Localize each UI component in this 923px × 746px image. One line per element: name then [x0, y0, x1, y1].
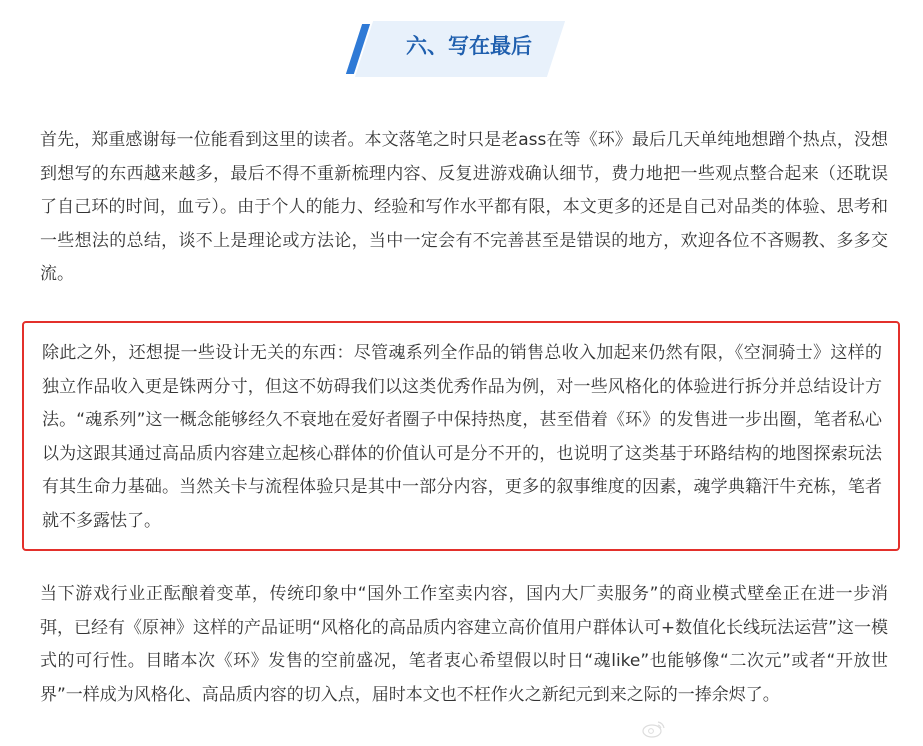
weibo-watermark-icon	[640, 718, 700, 740]
highlighted-paragraph-box	[22, 321, 900, 551]
paragraph-thanks: 首先，郑重感谢每一位能看到这里的读者。本文落笔之时只是老ass在等《环》最后几天单纯地想蹭个热点，没想到想写的东西越来越多，最后不得不重新梳理内容、反复进游戏确认细节，费力地把一些观点整合起来（还耽误了自己环的时间，血亏）。由于个人的能力、经验和写作水平都有限，本文更多的还是自己对品类的体验、思考和一些想法的总结，谈不上是理论或方法论，当中一定会有不完善甚至是错误的地方，欢迎各位不吝赐教、多多交流。	[40, 130, 888, 284]
section-title: 六、写在最后	[406, 34, 532, 58]
section-heading	[350, 18, 570, 78]
paragraph-industry: 当下游戏行业正酝酿着变革，传统印象中“国外工作室卖内容，国内大厂卖服务”的商业模式壁垒正在进一步消弭，已经有《原神》这样的产品证明“风格化的高品质内容建立高价值用户群体认可+数值化长线玩法运营”这一模式的可行性。目睹本次《环》发售的空前盛况，笔者衷心希望假以时日“魂like”也能够像“二次元”或者“开放世界”一样成为风格化、高品质内容的切入点，届时本文也不枉作火之新纪元到来之际的一捧余烬了。	[40, 584, 888, 705]
paragraph-highlighted: 除此之外，还想提一些设计无关的东西：尽管魂系列全作品的销售总收入加起来仍然有限，《空洞骑士》这样的独立作品收入更是铢两分寸，但这不妨碍我们以这类优秀作品为例，对一些风格化的体验进行拆分并总结设计方法。“魂系列”这一概念能够经久不衰地在爱好者圈子中保持热度，甚至借着《环》的发售进一步出圈，笔者私心以为这跟其通过高品质内容建立起核心群体的价值认可是分不开的，也说明了这类基于环路结构的地图探索玩法有其生命力基础。当然关卡与流程体验只是其中一部分内容，更多的叙事维度的因素，魂学典籍汗牛充栋，笔者就不多露怯了。	[42, 343, 882, 531]
